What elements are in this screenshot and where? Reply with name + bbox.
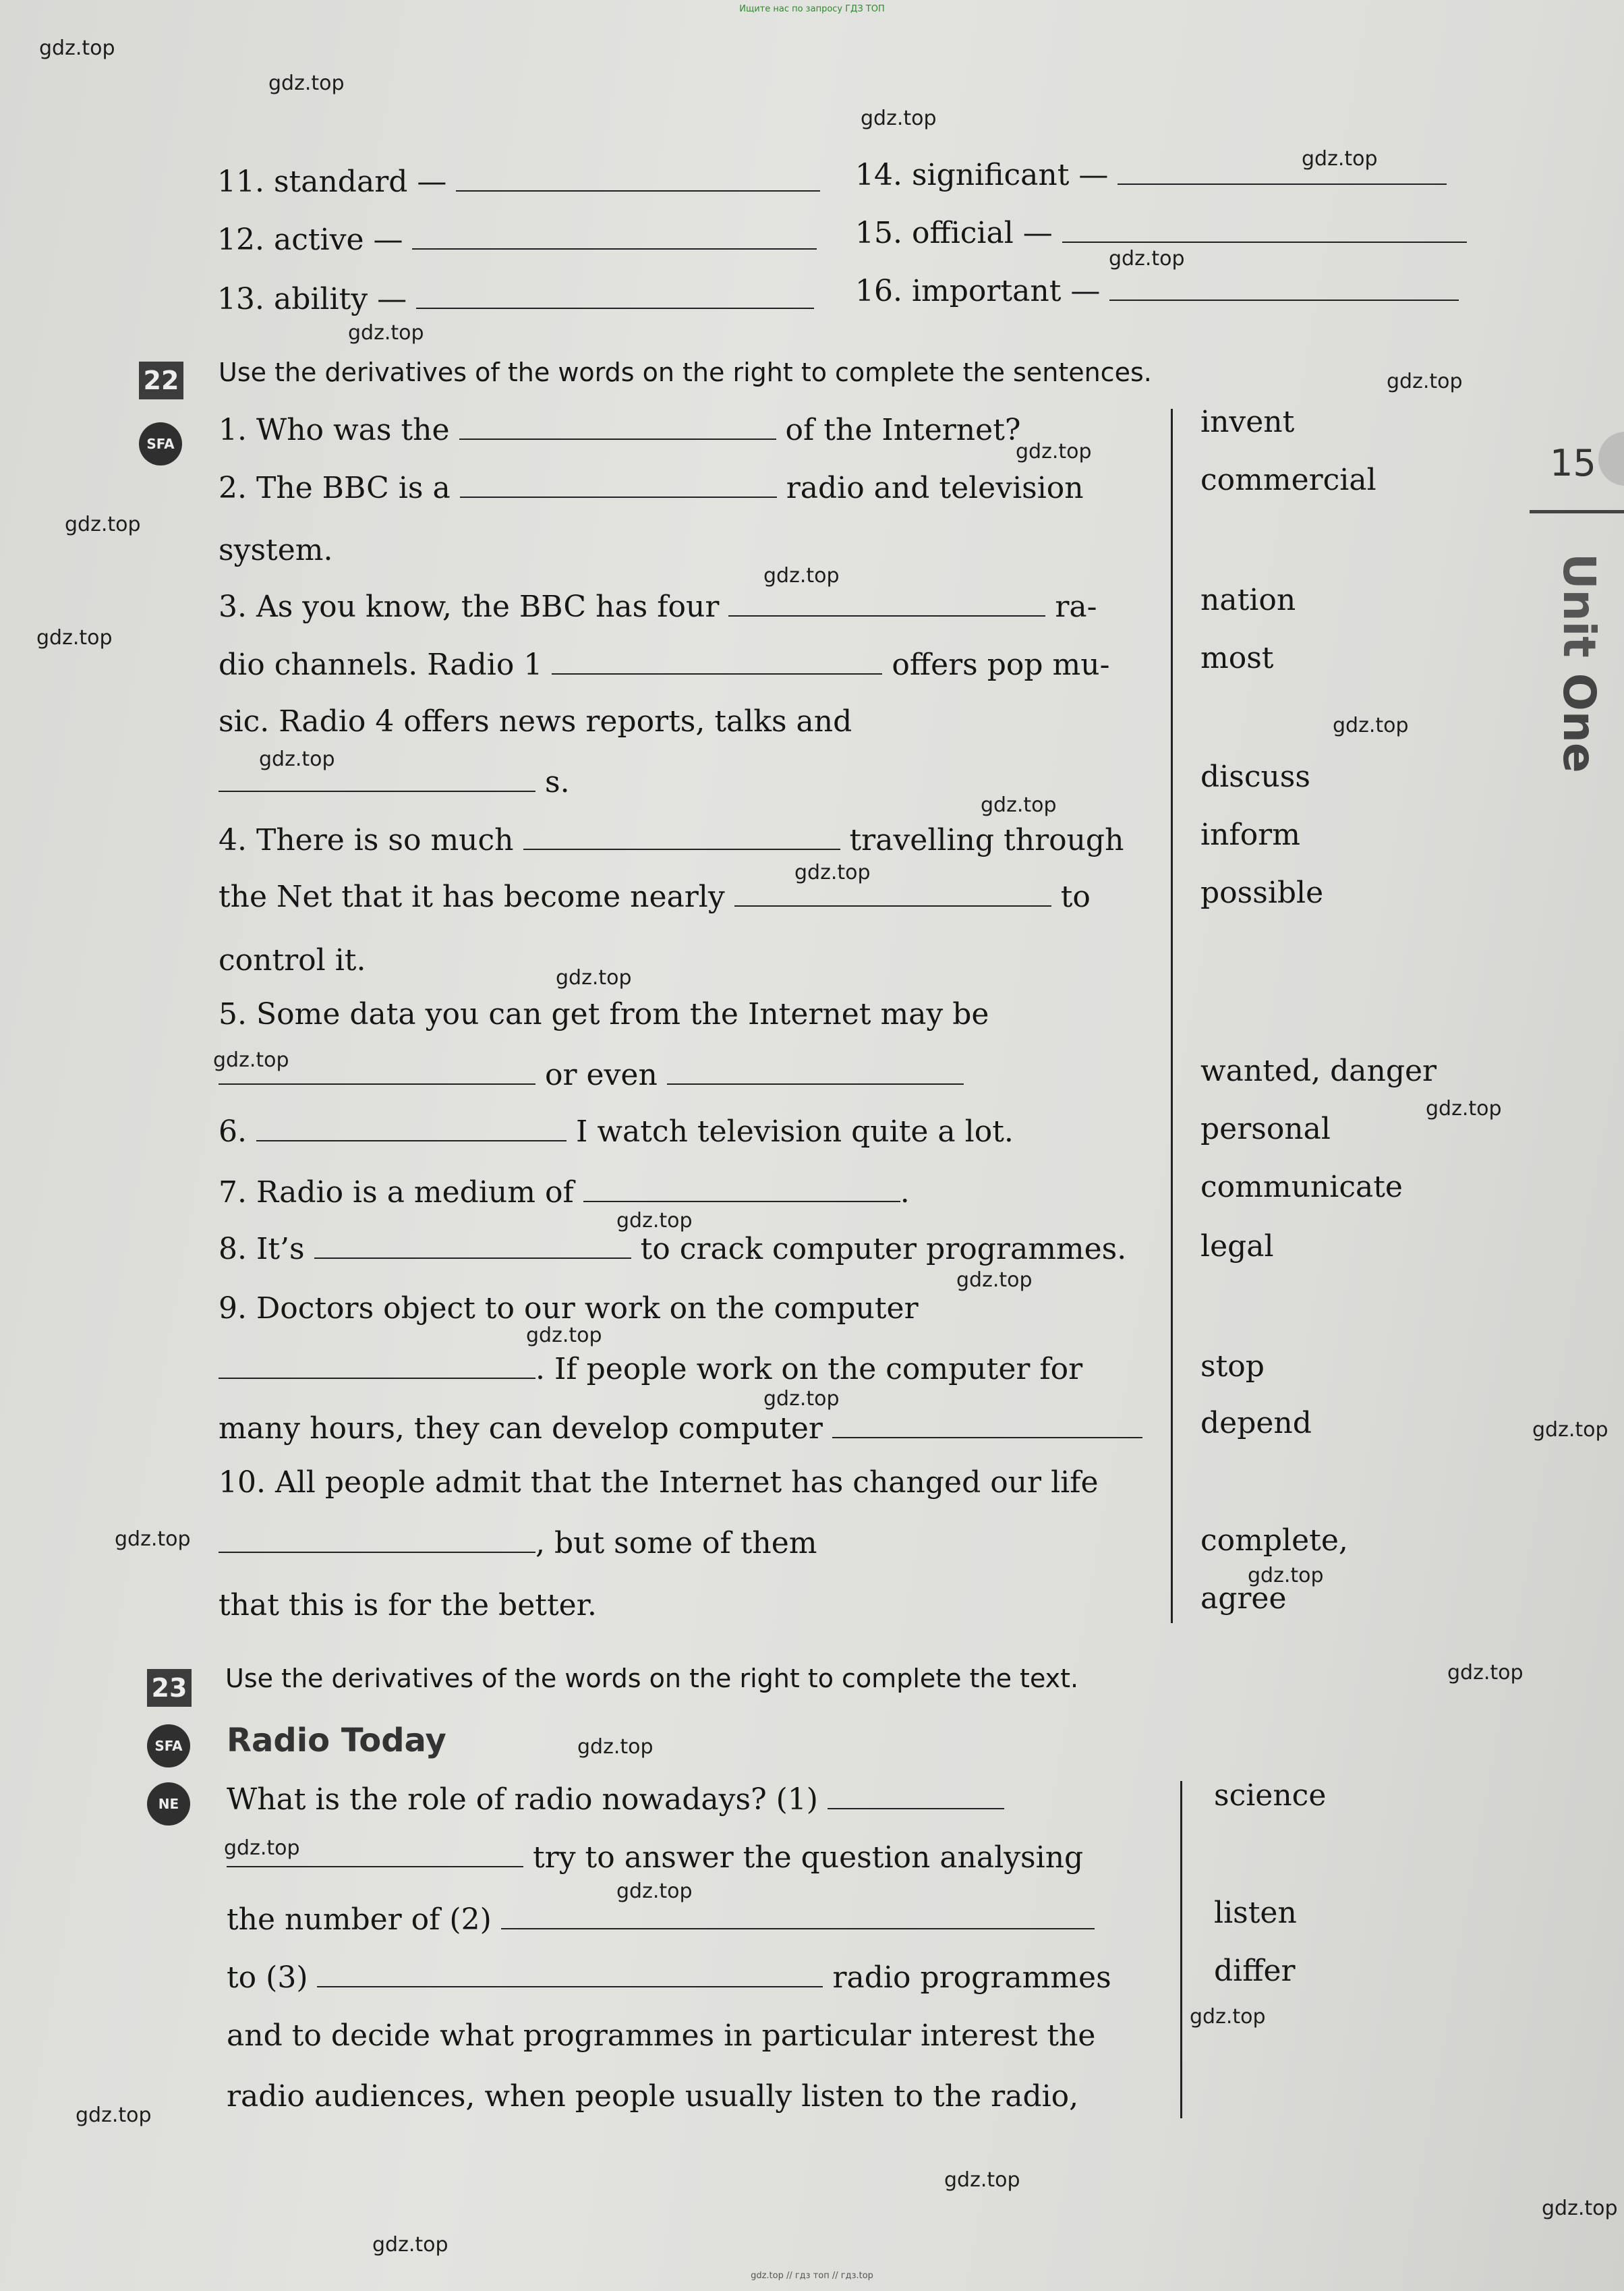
sentence-line: 2. The BBC is a radio and television bbox=[219, 471, 1084, 505]
text-line: and to decide what programmes in particular interest the bbox=[227, 2018, 1096, 2053]
page-number: 15 bbox=[1550, 442, 1596, 484]
keyword: science bbox=[1214, 1778, 1327, 1813]
answer-blank[interactable] bbox=[552, 649, 882, 675]
exercise-instruction: Use the derivatives of the words on the right to complete the sentences. bbox=[219, 358, 1152, 387]
sentence-line: s. bbox=[219, 765, 570, 800]
text-line: radio audiences, when people usually listen to the radio, bbox=[227, 2079, 1079, 2114]
sentence-line: sic. Radio 4 offers news reports, talks and bbox=[219, 704, 852, 739]
keyword: inform bbox=[1200, 818, 1300, 852]
answer-blank[interactable] bbox=[219, 1353, 535, 1379]
watermark: gdz.top bbox=[616, 1879, 693, 1903]
keyword: nation bbox=[1200, 583, 1296, 617]
watermark: gdz.top bbox=[224, 1836, 300, 1860]
text-line: What is the role of radio nowadays? (1) bbox=[227, 1782, 1004, 1817]
answer-blank[interactable] bbox=[219, 1059, 535, 1085]
watermark: gdz.top bbox=[1333, 714, 1409, 737]
keyword: possible bbox=[1200, 876, 1324, 910]
keyword: listen bbox=[1214, 1896, 1297, 1930]
ne-badge-icon: NE bbox=[147, 1782, 190, 1826]
sentence-line: system. bbox=[219, 533, 333, 567]
keyword: depend bbox=[1200, 1406, 1312, 1440]
page-number-rule bbox=[1530, 510, 1624, 513]
watermark: gdz.top bbox=[1109, 247, 1185, 271]
sentence-line: 4. There is so much travelling through bbox=[219, 823, 1124, 857]
sentence-line: 10. All people admit that the Internet has changed our life bbox=[219, 1465, 1099, 1500]
answer-blank[interactable] bbox=[317, 1962, 823, 1987]
word-list-item: 16. important — bbox=[855, 274, 1459, 309]
word-list-item: 11. standard — bbox=[217, 165, 820, 200]
watermark: gdz.top bbox=[1532, 1418, 1608, 1442]
keyword: stop bbox=[1200, 1349, 1265, 1384]
watermark: gdz.top bbox=[1447, 1661, 1524, 1685]
answer-blank[interactable] bbox=[734, 881, 1051, 907]
answer-blank[interactable] bbox=[501, 1904, 1095, 1929]
sentence-line: or even bbox=[219, 1058, 964, 1093]
exercise-instruction: Use the derivatives of the words on the right to complete the text. bbox=[225, 1664, 1079, 1693]
answer-blank[interactable] bbox=[460, 472, 777, 498]
watermark: gdz.top bbox=[372, 2233, 448, 2257]
sentence-line: 6. I watch television quite a lot. bbox=[219, 1114, 1014, 1149]
watermark: gdz.top bbox=[36, 626, 113, 650]
sfa-badge-icon: SFA bbox=[139, 422, 182, 465]
answer-blank[interactable] bbox=[1062, 217, 1467, 243]
answer-blank[interactable] bbox=[523, 824, 840, 850]
answer-blank[interactable] bbox=[1118, 159, 1447, 185]
watermark: gdz.top bbox=[944, 2168, 1020, 2192]
word-list-item: 14. significant — bbox=[855, 158, 1447, 193]
unit-label bbox=[1551, 553, 1605, 823]
answer-blank[interactable] bbox=[728, 591, 1045, 617]
sentence-line: dio channels. Radio 1 offers pop mu- bbox=[219, 648, 1110, 682]
watermark: gdz.top bbox=[956, 1268, 1033, 1292]
sentence-line: , but some of them bbox=[219, 1526, 817, 1561]
watermark: gdz.top bbox=[763, 1387, 840, 1411]
answer-blank[interactable] bbox=[412, 224, 817, 250]
sentence-line: . If people work on the computer for bbox=[219, 1352, 1082, 1387]
watermark: gdz.top bbox=[1190, 2005, 1266, 2029]
watermark: gdz.top bbox=[1426, 1097, 1502, 1121]
answer-blank[interactable] bbox=[227, 1842, 523, 1867]
keyword: communicate bbox=[1200, 1170, 1403, 1204]
watermark: gdz.top bbox=[577, 1735, 654, 1759]
bottom-note: gdz.top // гдз топ // гдз.top bbox=[751, 2271, 873, 2281]
answer-blank[interactable] bbox=[828, 1784, 1004, 1809]
answer-blank[interactable] bbox=[456, 166, 820, 192]
top-note: Ищите нас по запросу ГДЗ ТОП bbox=[739, 4, 885, 14]
keyword: wanted, danger bbox=[1200, 1054, 1437, 1088]
keyword: complete, bbox=[1200, 1523, 1348, 1558]
sentence-line: that this is for the better. bbox=[219, 1588, 597, 1622]
watermark: gdz.top bbox=[763, 564, 840, 588]
text-title: Radio Today bbox=[227, 1722, 446, 1759]
word-list-item: 13. ability — bbox=[217, 282, 814, 317]
watermark: gdz.top bbox=[1302, 147, 1378, 171]
keyword: agree bbox=[1200, 1581, 1287, 1616]
keyword-column-rule bbox=[1171, 409, 1173, 1623]
sentence-line: 9. Doctors object to our work on the computer bbox=[219, 1291, 919, 1326]
sentence-line: many hours, they can develop computer bbox=[219, 1411, 1142, 1446]
keyword: personal bbox=[1200, 1112, 1331, 1146]
watermark: gdz.top bbox=[76, 2103, 152, 2127]
answer-blank[interactable] bbox=[1109, 275, 1459, 301]
answer-blank[interactable] bbox=[219, 766, 535, 792]
exercise-number: 22 bbox=[139, 362, 183, 399]
watermark: gdz.top bbox=[616, 1209, 693, 1233]
sentence-line: 3. As you know, the BBC has four ra- bbox=[219, 590, 1097, 624]
watermark: gdz.top bbox=[268, 72, 345, 95]
watermark: gdz.top bbox=[115, 1527, 191, 1551]
watermark: gdz.top bbox=[348, 321, 424, 345]
watermark: gdz.top bbox=[39, 36, 115, 60]
watermark: gdz.top bbox=[1542, 2197, 1618, 2220]
answer-blank[interactable] bbox=[832, 1413, 1142, 1438]
keyword-column-rule bbox=[1180, 1781, 1182, 2118]
text-line: to (3) radio programmes bbox=[227, 1960, 1111, 1995]
sentence-line: 1. Who was the of the Internet? bbox=[219, 413, 1021, 447]
sentence-line: 5. Some data you can get from the Internet may be bbox=[219, 997, 989, 1031]
unit-label-number: One bbox=[1553, 673, 1605, 773]
watermark: gdz.top bbox=[1016, 440, 1092, 463]
unit-label-word: Unit bbox=[1553, 553, 1605, 658]
answer-blank[interactable] bbox=[667, 1059, 964, 1085]
watermark: gdz.top bbox=[861, 107, 937, 130]
keyword: differ bbox=[1214, 1954, 1296, 1988]
answer-blank[interactable] bbox=[459, 414, 776, 440]
watermark: gdz.top bbox=[259, 747, 335, 771]
answer-blank[interactable] bbox=[416, 283, 814, 309]
watermark: gdz.top bbox=[65, 513, 141, 536]
answer-blank[interactable] bbox=[256, 1116, 567, 1141]
watermark: gdz.top bbox=[981, 793, 1057, 817]
keyword: invent bbox=[1200, 405, 1295, 439]
watermark: gdz.top bbox=[213, 1048, 289, 1072]
answer-blank[interactable] bbox=[314, 1233, 631, 1259]
watermark: gdz.top bbox=[1387, 370, 1463, 393]
sentence-line: control it. bbox=[219, 943, 366, 978]
sfa-badge-icon: SFA bbox=[147, 1724, 190, 1767]
exercise-number: 23 bbox=[147, 1669, 192, 1707]
page-edge-tab bbox=[1598, 432, 1624, 486]
word-list-item: 12. active — bbox=[217, 223, 817, 258]
text-line: try to answer the question analysing bbox=[227, 1840, 1083, 1875]
keyword: legal bbox=[1200, 1229, 1274, 1264]
watermark: gdz.top bbox=[1248, 1564, 1324, 1587]
text-line: the number of (2) bbox=[227, 1902, 1095, 1938]
answer-blank[interactable] bbox=[219, 1527, 535, 1553]
answer-blank[interactable] bbox=[583, 1177, 900, 1202]
sentence-line: the Net that it has become nearly to bbox=[219, 880, 1091, 914]
sentence-line: 7. Radio is a medium of . bbox=[219, 1175, 910, 1210]
keyword: most bbox=[1200, 641, 1274, 675]
watermark: gdz.top bbox=[556, 966, 632, 990]
keyword: commercial bbox=[1200, 463, 1376, 497]
keyword: discuss bbox=[1200, 760, 1310, 794]
word-list-item: 15. official — bbox=[855, 216, 1467, 251]
watermark: gdz.top bbox=[794, 861, 871, 884]
sentence-line: 8. It’s to crack computer programmes. bbox=[219, 1232, 1127, 1266]
watermark: gdz.top bbox=[526, 1324, 602, 1347]
